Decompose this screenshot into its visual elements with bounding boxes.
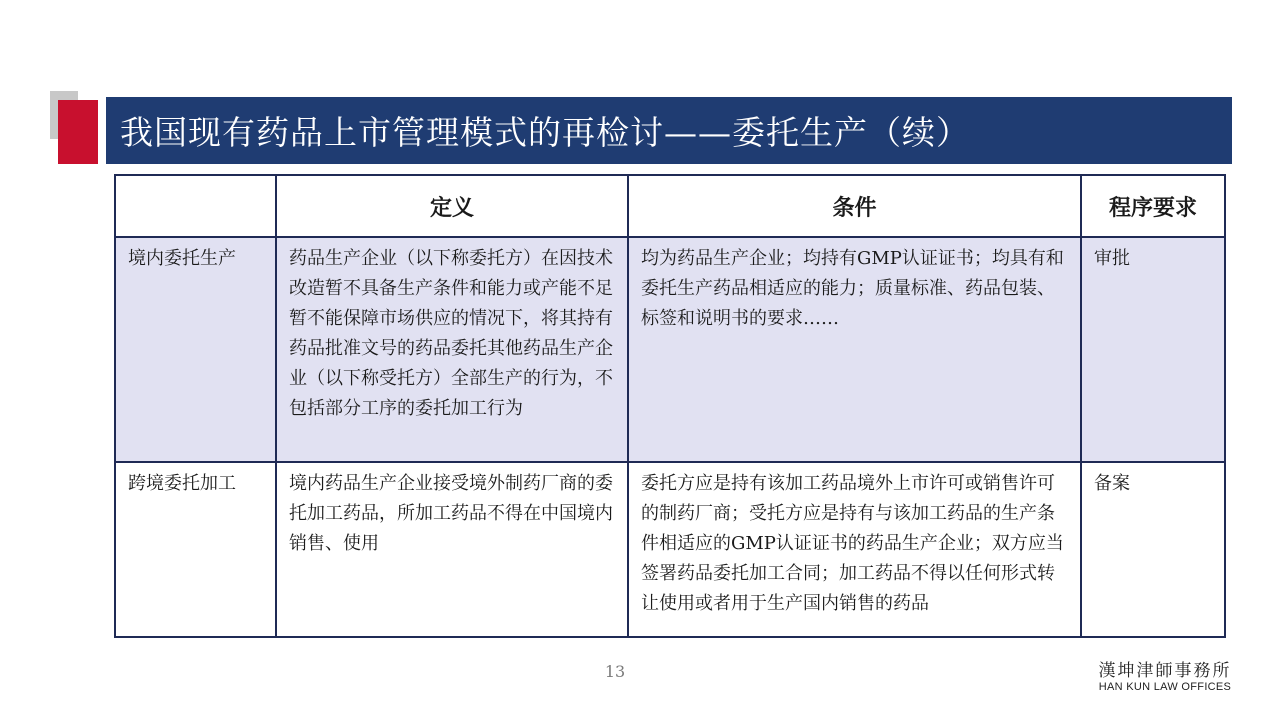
header-definition: 定义 (276, 175, 628, 237)
cell-procedure: 备案 (1081, 462, 1225, 637)
page-number: 13 (604, 662, 626, 681)
slide-title: 我国现有药品上市管理模式的再检讨——委托生产（续） (120, 113, 970, 152)
header-empty (115, 175, 276, 237)
table-row (115, 237, 1225, 462)
cell-conditions: 委托方应是持有该加工药品境外上市许可或销售许可的制药厂商；受托方应是持有与该加工药品的生产条件相适应的GMP认证证书的药品生产企业；双方应当签署药品委托加工合同；加工药品不得以任何形式转让使用或者用于生产国内销售的药品 (628, 462, 1081, 637)
comparison-table (114, 174, 1226, 638)
cell-procedure: 审批 (1081, 237, 1225, 462)
firm-logo (1090, 656, 1240, 693)
cell-definition: 境内药品生产企业接受境外制药厂商的委托加工药品，所加工药品不得在中国境内销售、使用 (276, 462, 628, 637)
cell-type: 跨境委托加工 (115, 462, 276, 637)
header-conditions: 条件 (628, 175, 1081, 237)
logo-english: HAN KUN LAW OFFICES (1098, 681, 1232, 693)
accent-red-block (58, 100, 98, 164)
table-header-row (115, 175, 1225, 237)
logo-chinese: 漢坤津師事務所 (1098, 661, 1232, 681)
title-bar (106, 97, 1232, 164)
cell-type: 境内委托生产 (115, 237, 276, 462)
cell-conditions: 均为药品生产企业；均持有GMP认证证书；均具有和委托生产药品相适应的能力；质量标准、药品包装、标签和说明书的要求…… (628, 237, 1081, 462)
table-row (115, 462, 1225, 637)
cell-definition: 药品生产企业（以下称委托方）在因技术改造暂不具备生产条件和能力或产能不足暂不能保障市场供应的情况下，将其持有药品批准文号的药品委托其他药品生产企业（以下称受托方）全部生产的行为，不包括部分工序的委托加工行为 (276, 237, 628, 462)
header-procedure: 程序要求 (1081, 175, 1225, 237)
